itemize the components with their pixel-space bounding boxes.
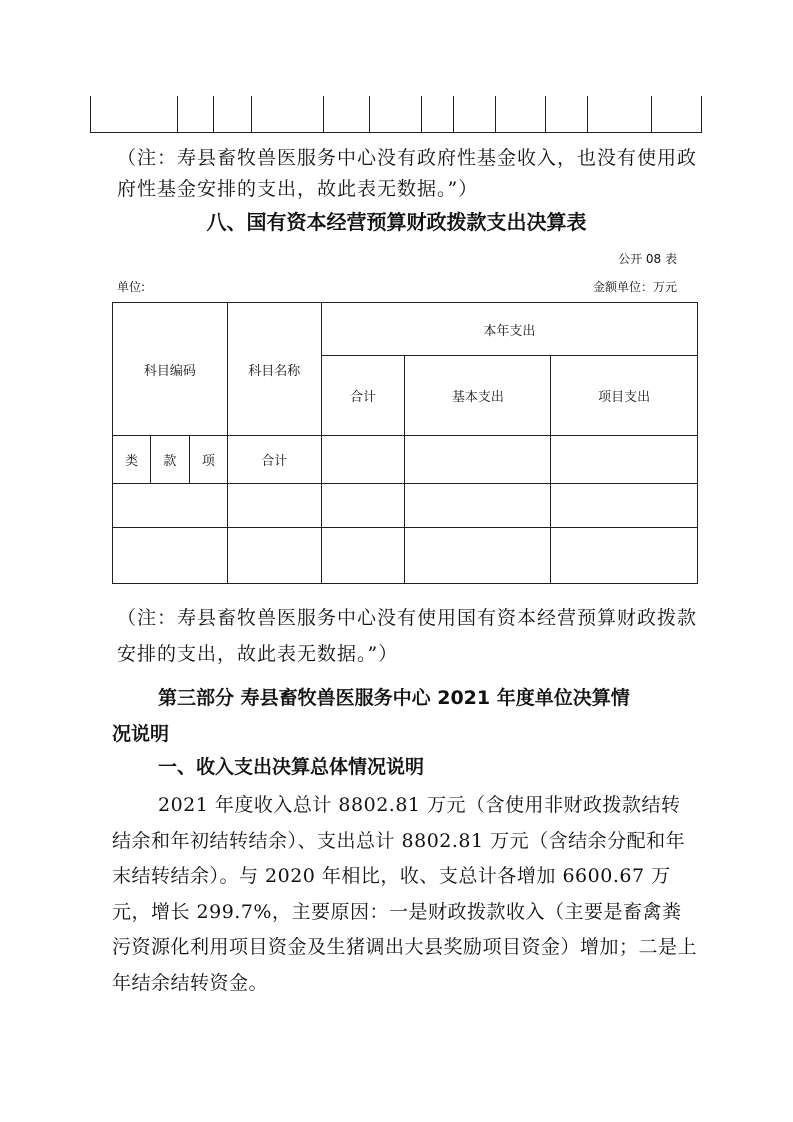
table-cell — [321, 436, 405, 484]
note-government-fund: （注：寿县畜牧兽医服务中心没有政府性基金收入，也没有使用政府性基金安排的支出，故此表无数据。”） — [117, 147, 698, 200]
row-total-label: 合计 — [227, 436, 321, 484]
table-divider — [251, 96, 252, 132]
table-row — [113, 436, 698, 484]
table-divider — [177, 96, 178, 132]
header-total: 合计 — [321, 356, 405, 436]
table-divider — [495, 96, 496, 132]
table-divider — [587, 96, 588, 132]
table-cell — [551, 436, 698, 484]
header-subject-name: 科目名称 — [227, 303, 321, 436]
body-paragraph: 2021 年度收入总计 8802.81 万元（含使用非财政拨款结转结余和年初结转结余）、支出总计 8802.81 万元（含结余分配和年末结转结余）。与 2020 年相比，收、支总计各增加 6600.67 万元，增长 299.7%，主要原因：一是财政拨款收入（主要是畜禽粪污资源化利用项目资金及生猪调出大县奖励项目资金）增加；二是上年结余结转资金。 — [112, 794, 698, 994]
table-divider — [651, 96, 652, 132]
state-capital-expenditure-table — [112, 302, 698, 584]
header-current-year: 本年支出 — [321, 303, 697, 356]
part3-title-line1: 第三部分 寿县畜牧兽医服务中心 2021 年度单位决算情 — [158, 687, 630, 709]
table-cell — [113, 528, 228, 584]
header-subject-code: 科目编码 — [113, 303, 228, 436]
table-cell — [551, 528, 698, 584]
table-cell — [405, 436, 551, 484]
col-class: 类 — [113, 436, 151, 484]
table-divider — [453, 96, 454, 132]
table-divider — [213, 96, 214, 132]
table-cell — [405, 484, 551, 528]
subsection-title: 一、收入支出决算总体情况说明 — [158, 756, 425, 778]
note-state-capital: （注：寿县畜牧兽医服务中心没有使用国有资本经营预算财政拨款安排的支出，故此表无数据。”） — [117, 607, 698, 665]
col-item: 项 — [189, 436, 227, 484]
table-cell — [113, 484, 228, 528]
form-number: 公开 08 表 — [618, 252, 677, 266]
part3-title — [112, 680, 698, 752]
table-divider — [421, 96, 422, 132]
table-cell — [551, 484, 698, 528]
table-divider — [369, 96, 370, 132]
table-cell — [227, 484, 321, 528]
part3-title-line2: 况说明 — [112, 723, 170, 745]
header-basic: 基本支出 — [405, 356, 551, 436]
table-cell — [227, 528, 321, 584]
amount-unit: 金额单位：万元 — [592, 280, 677, 294]
header-project: 项目支出 — [551, 356, 698, 436]
table-cell — [405, 528, 551, 584]
unit-label: 单位: — [117, 280, 146, 294]
table-row — [113, 484, 698, 528]
section-title: 八、国有资本经营预算财政拨款支出决算表 — [206, 210, 587, 234]
table-divider — [545, 96, 546, 132]
table-row — [113, 528, 698, 584]
col-section: 款 — [150, 436, 189, 484]
previous-table-remnant — [90, 96, 702, 133]
table-divider — [323, 96, 324, 132]
table-cell — [321, 528, 405, 584]
table-cell — [321, 484, 405, 528]
